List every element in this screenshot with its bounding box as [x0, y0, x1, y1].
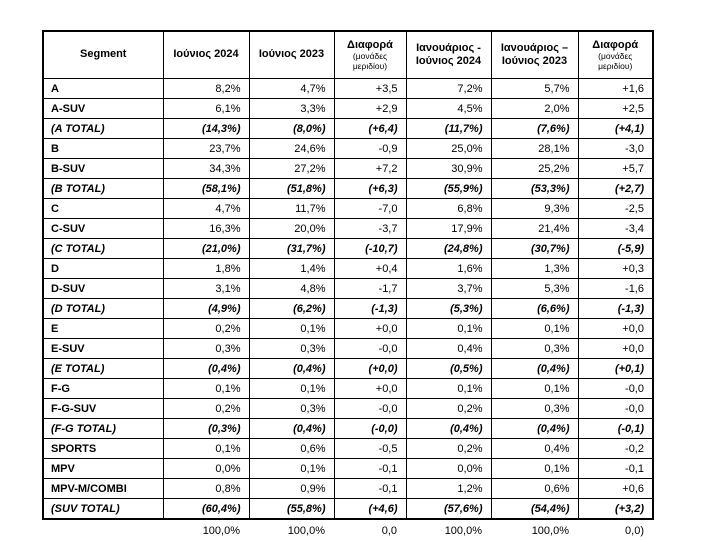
value-cell: +0,3: [578, 259, 653, 279]
table-row: [43, 79, 653, 99]
segment-cell: B: [43, 139, 163, 159]
segment-cell: C-SUV: [43, 219, 163, 239]
value-cell: 5,7%: [491, 79, 578, 99]
value-cell: +7,2: [334, 159, 406, 179]
value-cell: -3,7: [334, 219, 406, 239]
value-cell: (58,1%): [163, 179, 249, 199]
value-cell: 0,3%: [163, 339, 249, 359]
value-cell: 1,2%: [406, 479, 491, 499]
value-cell: 9,3%: [491, 199, 578, 219]
value-cell: 21,4%: [491, 219, 578, 239]
value-cell: 4,5%: [406, 99, 491, 119]
value-cell: 0,1%: [163, 439, 249, 459]
column-header: [578, 31, 653, 79]
grand-total-cell: 0,0): [625, 525, 644, 537]
value-cell: 4,7%: [163, 199, 249, 219]
segment-cell: F-G-SUV: [43, 399, 163, 419]
value-cell: (6,2%): [249, 299, 334, 319]
table-row: [43, 339, 653, 359]
segment-cell: (SUV TOTAL): [43, 499, 163, 520]
value-cell: 5,3%: [491, 279, 578, 299]
value-cell: -1,6: [578, 279, 653, 299]
segment-cell: (E TOTAL): [43, 359, 163, 379]
value-cell: -3,0: [578, 139, 653, 159]
value-cell: +0,6: [578, 479, 653, 499]
column-header-title: Ιανουάριος – Ιούνιος 2023: [500, 41, 569, 67]
value-cell: +0,0: [578, 319, 653, 339]
value-cell: -0,0: [578, 399, 653, 419]
column-header-title: Διαφορά: [347, 38, 393, 51]
value-cell: 30,9%: [406, 159, 491, 179]
value-cell: (0,5%): [406, 359, 491, 379]
value-cell: 24,6%: [249, 139, 334, 159]
value-cell: 28,1%: [491, 139, 578, 159]
segment-cell: F-G: [43, 379, 163, 399]
value-cell: (30,7%): [491, 239, 578, 259]
value-cell: 4,8%: [249, 279, 334, 299]
value-cell: 0,3%: [491, 339, 578, 359]
value-cell: -0,5: [334, 439, 406, 459]
value-cell: (+6,4): [334, 119, 406, 139]
table-row: [43, 319, 653, 339]
value-cell: 0,0%: [163, 459, 249, 479]
value-cell: 0,1%: [249, 379, 334, 399]
value-cell: (4,9%): [163, 299, 249, 319]
value-cell: (+0,1): [578, 359, 653, 379]
value-cell: (-10,7): [334, 239, 406, 259]
value-cell: (+2,7): [578, 179, 653, 199]
table-row: [43, 139, 653, 159]
segment-cell: C: [43, 199, 163, 219]
segment-cell: E: [43, 319, 163, 339]
grand-total-cell: 100,0%: [287, 525, 325, 537]
value-cell: (51,8%): [249, 179, 334, 199]
value-cell: -1,7: [334, 279, 406, 299]
value-cell: (+4,1): [578, 119, 653, 139]
value-cell: 7,2%: [406, 79, 491, 99]
segment-cell: D: [43, 259, 163, 279]
column-header-title: Segment: [80, 48, 127, 61]
column-header-subtitle: (μονάδες μεριδίου): [352, 50, 388, 71]
value-cell: (+3,2): [578, 499, 653, 520]
column-header: [491, 31, 578, 79]
value-cell: (+4,6): [334, 499, 406, 520]
segment-cell: A: [43, 79, 163, 99]
segment-cell: E-SUV: [43, 339, 163, 359]
header-row: [43, 31, 653, 79]
segment-cell: (C TOTAL): [43, 239, 163, 259]
value-cell: (-1,3): [334, 299, 406, 319]
value-cell: 0,1%: [163, 379, 249, 399]
value-cell: 0,1%: [406, 379, 491, 399]
table-row: [43, 159, 653, 179]
value-cell: 1,3%: [491, 259, 578, 279]
segment-share-table: [42, 30, 654, 520]
value-cell: 0,1%: [249, 459, 334, 479]
column-header-title: Ιούνιος 2024: [173, 48, 239, 61]
value-cell: +3,5: [334, 79, 406, 99]
value-cell: 25,2%: [491, 159, 578, 179]
segment-cell: (D TOTAL): [43, 299, 163, 319]
value-cell: +1,6: [578, 79, 653, 99]
value-cell: 0,6%: [249, 439, 334, 459]
value-cell: 11,7%: [249, 199, 334, 219]
value-cell: 3,7%: [406, 279, 491, 299]
value-cell: (0,4%): [491, 419, 578, 439]
value-cell: (0,4%): [163, 359, 249, 379]
value-cell: (31,7%): [249, 239, 334, 259]
grand-total-spacer: [42, 523, 162, 540]
value-cell: 17,9%: [406, 219, 491, 239]
column-header: [249, 31, 334, 79]
table-row: [43, 439, 653, 459]
value-cell: (53,3%): [491, 179, 578, 199]
value-cell: 0,1%: [249, 319, 334, 339]
value-cell: -0,0: [578, 379, 653, 399]
value-cell: (24,8%): [406, 239, 491, 259]
value-cell: (7,6%): [491, 119, 578, 139]
value-cell: (55,8%): [249, 499, 334, 520]
table-row: [43, 399, 653, 419]
value-cell: +0,4: [334, 259, 406, 279]
value-cell: 0,2%: [163, 319, 249, 339]
value-cell: 0,2%: [163, 399, 249, 419]
column-header: [43, 31, 163, 79]
segment-cell: MPV-M/COMBI: [43, 479, 163, 499]
value-cell: 0,2%: [406, 439, 491, 459]
table-row: [43, 259, 653, 279]
value-cell: 0,3%: [491, 399, 578, 419]
table-row: [43, 179, 653, 199]
value-cell: 0,6%: [491, 479, 578, 499]
value-cell: (8,0%): [249, 119, 334, 139]
value-cell: -0,0: [334, 399, 406, 419]
grand-total-row: [42, 523, 652, 540]
value-cell: 0,8%: [163, 479, 249, 499]
column-header-title: Ιανουάριος - Ιούνιος 2024: [415, 41, 482, 67]
grand-total-cell: 100,0%: [531, 525, 569, 537]
table-row: [43, 359, 653, 379]
value-cell: 1,4%: [249, 259, 334, 279]
segment-cell: MPV: [43, 459, 163, 479]
value-cell: 20,0%: [249, 219, 334, 239]
value-cell: +2,5: [578, 99, 653, 119]
value-cell: 0,4%: [491, 439, 578, 459]
value-cell: -7,0: [334, 199, 406, 219]
segment-share-table-container: [42, 30, 654, 540]
value-cell: 6,1%: [163, 99, 249, 119]
value-cell: (6,6%): [491, 299, 578, 319]
segment-cell: A-SUV: [43, 99, 163, 119]
column-header-subtitle: (μονάδες μεριδίου): [598, 50, 633, 71]
value-cell: 0,0%: [406, 459, 491, 479]
value-cell: -0,0: [334, 339, 406, 359]
column-header: [334, 31, 406, 79]
segment-cell: (B TOTAL): [43, 179, 163, 199]
value-cell: (+0,0): [334, 359, 406, 379]
value-cell: +0,0: [578, 339, 653, 359]
value-cell: 2,0%: [491, 99, 578, 119]
value-cell: -3,4: [578, 219, 653, 239]
value-cell: 34,3%: [163, 159, 249, 179]
value-cell: (0,4%): [406, 419, 491, 439]
value-cell: -0,1: [334, 479, 406, 499]
table-row: [43, 499, 653, 520]
value-cell: (11,7%): [406, 119, 491, 139]
table-body: [43, 79, 653, 520]
table-row: [43, 379, 653, 399]
segment-cell: D-SUV: [43, 279, 163, 299]
table-row: [43, 99, 653, 119]
value-cell: (0,4%): [491, 359, 578, 379]
column-header-title: Διαφορά: [592, 38, 639, 51]
value-cell: 1,8%: [163, 259, 249, 279]
value-cell: (0,3%): [163, 419, 249, 439]
value-cell: 0,4%: [406, 339, 491, 359]
value-cell: (54,4%): [491, 499, 578, 520]
column-header: [163, 31, 249, 79]
table-row: [43, 299, 653, 319]
value-cell: 0,1%: [406, 319, 491, 339]
segment-cell: SPORTS: [43, 439, 163, 459]
value-cell: 6,8%: [406, 199, 491, 219]
value-cell: 0,3%: [249, 339, 334, 359]
value-cell: 0,3%: [249, 399, 334, 419]
value-cell: 3,1%: [163, 279, 249, 299]
table-row: [43, 459, 653, 479]
value-cell: (-0,1): [578, 419, 653, 439]
value-cell: (60,4%): [163, 499, 249, 520]
value-cell: 16,3%: [163, 219, 249, 239]
value-cell: -0,9: [334, 139, 406, 159]
table-row: [43, 279, 653, 299]
value-cell: (-5,9): [578, 239, 653, 259]
table-row: [43, 119, 653, 139]
value-cell: 1,6%: [406, 259, 491, 279]
value-cell: 0,1%: [491, 319, 578, 339]
value-cell: 4,7%: [249, 79, 334, 99]
segment-cell: (F-G TOTAL): [43, 419, 163, 439]
value-cell: 8,2%: [163, 79, 249, 99]
table-row: [43, 239, 653, 259]
value-cell: 0,1%: [491, 379, 578, 399]
grand-total-cell: 0,0: [381, 525, 397, 537]
column-header: [406, 31, 491, 79]
value-cell: +0,0: [334, 319, 406, 339]
grand-total-cell: 100,0%: [444, 525, 482, 537]
value-cell: 25,0%: [406, 139, 491, 159]
value-cell: (21,0%): [163, 239, 249, 259]
table-row: [43, 219, 653, 239]
value-cell: (+6,3): [334, 179, 406, 199]
value-cell: 23,7%: [163, 139, 249, 159]
value-cell: -0,2: [578, 439, 653, 459]
value-cell: (57,6%): [406, 499, 491, 520]
value-cell: 0,1%: [491, 459, 578, 479]
value-cell: +2,9: [334, 99, 406, 119]
value-cell: (-1,3): [578, 299, 653, 319]
value-cell: -0,1: [334, 459, 406, 479]
value-cell: -0,1: [578, 459, 653, 479]
value-cell: (5,3%): [406, 299, 491, 319]
segment-cell: (A TOTAL): [43, 119, 163, 139]
table-row: [43, 419, 653, 439]
value-cell: +0,0: [334, 379, 406, 399]
table-row: [43, 479, 653, 499]
value-cell: 27,2%: [249, 159, 334, 179]
value-cell: 3,3%: [249, 99, 334, 119]
table-row: [43, 199, 653, 219]
value-cell: 0,9%: [249, 479, 334, 499]
value-cell: (0,4%): [249, 419, 334, 439]
value-cell: (-0,0): [334, 419, 406, 439]
value-cell: +5,7: [578, 159, 653, 179]
value-cell: (14,3%): [163, 119, 249, 139]
value-cell: (55,9%): [406, 179, 491, 199]
segment-cell: B-SUV: [43, 159, 163, 179]
column-header-title: Ιούνιος 2023: [258, 48, 325, 61]
value-cell: (0,4%): [249, 359, 334, 379]
value-cell: -2,5: [578, 199, 653, 219]
value-cell: 0,2%: [406, 399, 491, 419]
grand-total-cell: 100,0%: [202, 525, 240, 537]
